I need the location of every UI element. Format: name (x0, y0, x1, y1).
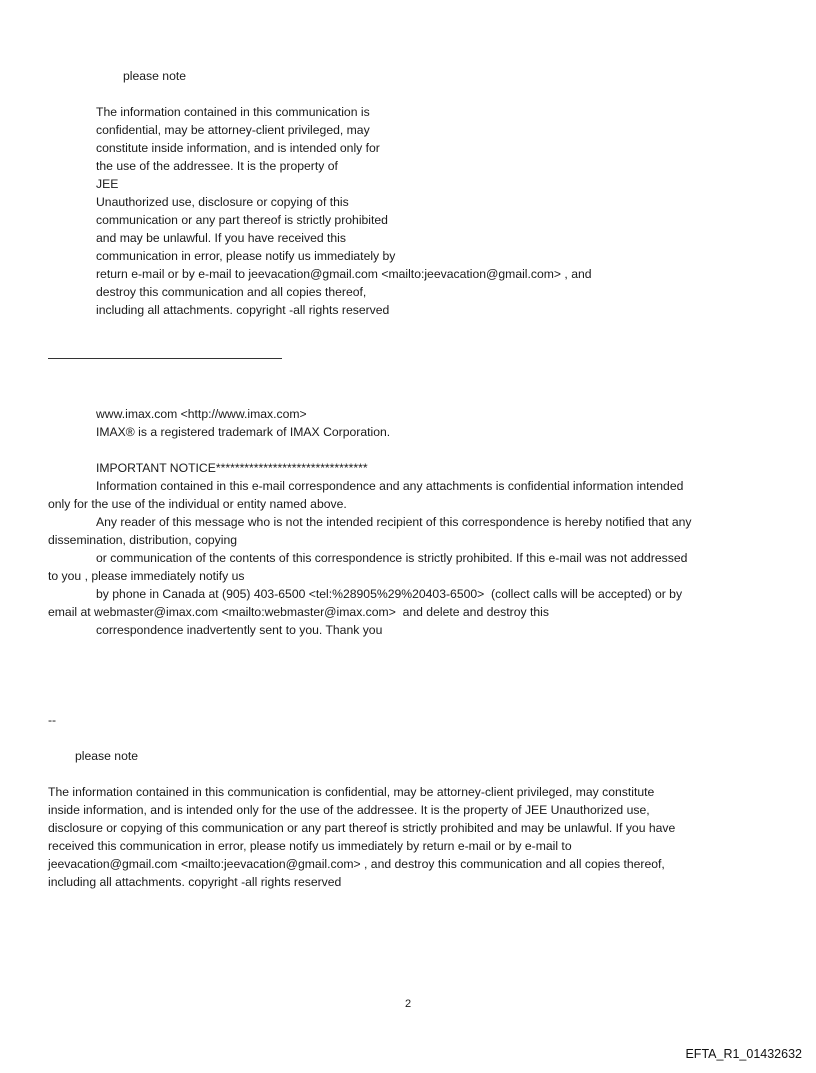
notice-title: IMPORTANT NOTICE******************************** (96, 461, 368, 475)
notice-line: to you , please immediately notify us (48, 569, 245, 583)
disclaimer-2-line: received this communication in error, please notify us immediately by return e-mail or by e-mail to (48, 839, 572, 853)
disclaimer-1-line: communication in error, please notify us immediately by (96, 249, 396, 263)
disclaimer-2-heading: please note (75, 749, 139, 763)
horizontal-divider (48, 358, 282, 359)
disclaimer-2-line: inside information, and is intended only for the use of the addressee. It is the property of JEE Unauthorized use, (48, 803, 650, 817)
disclaimer-2-line: including all attachments. copyright -all rights reserved (48, 875, 342, 889)
disclaimer-1-line: including all attachments. copyright -all rights reserved (96, 303, 390, 317)
disclaimer-1-line: the use of the addressee. It is the property of (96, 159, 338, 173)
notice-line: dissemination, distribution, copying (48, 533, 238, 547)
disclaimer-1-line: return e-mail or by e-mail to jeevacation@gmail.com <mailto:jeevacation@gmail.com> , and (96, 267, 592, 281)
page-number: 2 (404, 998, 412, 1010)
disclaimer-1-line: confidential, may be attorney-client privileged, may (96, 123, 370, 137)
disclaimer-1-line: Unauthorized use, disclosure or copying of this (96, 195, 349, 209)
disclaimer-1-line: constitute inside information, and is intended only for (96, 141, 380, 155)
notice-line: Information contained in this e-mail correspondence and any attachments is confidential information intended (96, 479, 684, 493)
disclaimer-2-line: disclosure or copying of this communication or any part thereof is strictly prohibited and may be unlawful. If you have (48, 821, 676, 835)
notice-line: by phone in Canada at (905) 403-6500 <tel:%28905%29%20403-6500> (collect calls will be accepted) or by (96, 587, 683, 601)
disclaimer-1-heading: please note (123, 69, 187, 83)
disclaimer-2-line: The information contained in this communication is confidential, may be attorney-client privileged, may constitute (48, 785, 655, 799)
notice-line: correspondence inadvertently sent to you. Thank you (96, 623, 383, 637)
notice-line: Any reader of this message who is not the intended recipient of this correspondence is hereby notified that any (96, 515, 692, 529)
disclaimer-1-line: The information contained in this communication is (96, 105, 370, 119)
disclaimer-1-line: destroy this communication and all copies thereof, (96, 285, 367, 299)
notice-line: or communication of the contents of this correspondence is strictly prohibited. If this e-mail was not addressed (96, 551, 688, 565)
notice-line: email at webmaster@imax.com <mailto:webmaster@imax.com> and delete and destroy this (48, 605, 549, 619)
imax-website: www.imax.com <http://www.imax.com> (96, 407, 307, 421)
signature-separator: -- (48, 713, 57, 727)
disclaimer-1-line: JEE (96, 177, 119, 191)
disclaimer-1-line: communication or any part thereof is strictly prohibited (96, 213, 388, 227)
disclaimer-2-line: jeevacation@gmail.com <mailto:jeevacation@gmail.com> , and destroy this communication and all copies thereof, (48, 857, 665, 871)
document-id: EFTA_R1_01432632 (685, 1047, 802, 1061)
disclaimer-1-line: and may be unlawful. If you have received this (96, 231, 346, 245)
notice-line: only for the use of the individual or entity named above. (48, 497, 347, 511)
imax-trademark: IMAX® is a registered trademark of IMAX Corporation. (96, 425, 391, 439)
